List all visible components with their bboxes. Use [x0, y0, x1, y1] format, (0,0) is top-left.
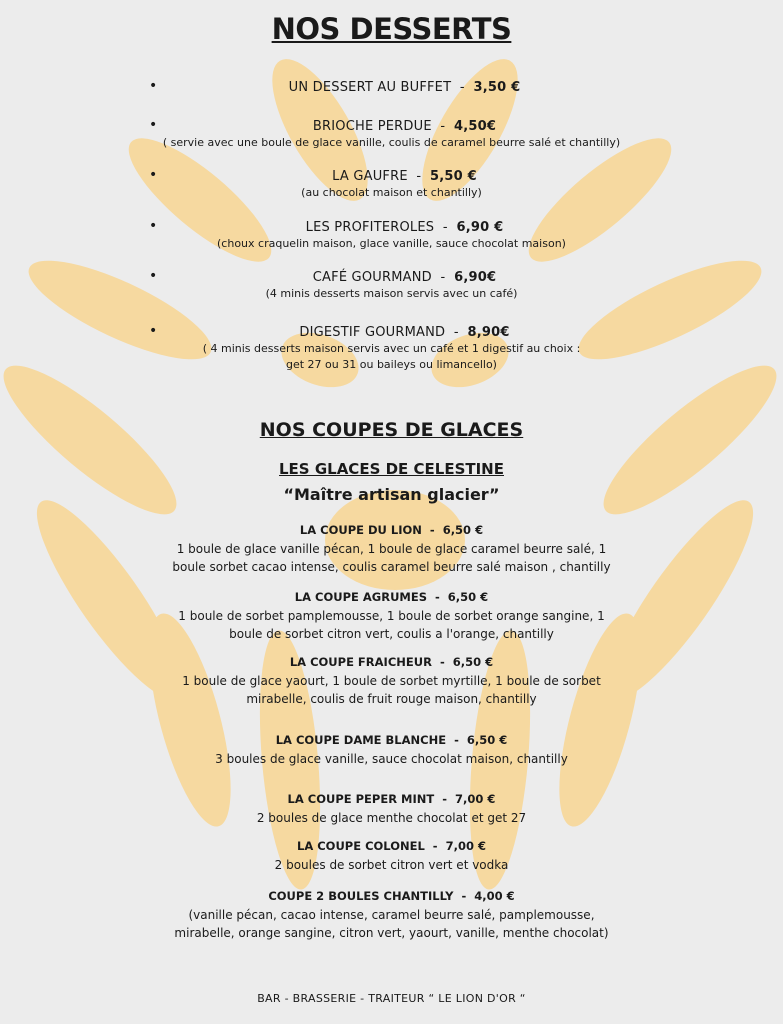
dessert-description: (4 minis desserts maison servis avec un café)	[265, 287, 518, 300]
bullet-icon: •	[149, 218, 158, 234]
dessert-name: BRIOCHE PERDUE	[312, 119, 432, 134]
dessert-name: DIGESTIF GOURMAND	[299, 325, 446, 340]
coupe-price: 7,00 €	[445, 839, 486, 853]
dessert-price: 3,50 €	[473, 80, 521, 95]
coupe-price: 6,50 €	[466, 733, 508, 747]
coupe-price: 6,50 €	[452, 655, 494, 669]
dessert-description: (choux craquelin maison, glace vanille, sauce chocolat maison)	[217, 237, 566, 250]
bullet-icon: •	[149, 268, 158, 284]
dessert-name: UN DESSERT AU BUFFET	[288, 80, 452, 95]
coupe-name: LA COUPE DU LION	[299, 523, 422, 537]
glaces-heading: NOS COUPES DE GLACES	[259, 419, 524, 441]
dessert-item: UN DESSERT AU BUFFET - 3,50 €	[288, 80, 521, 95]
coupe-price: 6,50 €	[447, 590, 489, 604]
bullet-icon: •	[149, 167, 158, 183]
dessert-item: DIGESTIF GOURMAND - 8,90€	[299, 325, 510, 340]
dessert-price: 4,50€	[453, 119, 497, 134]
dessert-item: BRIOCHE PERDUE - 4,50€	[312, 119, 497, 134]
dessert-price: 8,90€	[467, 325, 510, 340]
coupe-description: 3 boules de glace vanille, sauce chocolat maison, chantilly	[215, 752, 568, 766]
dessert-price: 5,50 €	[429, 169, 477, 184]
coupe-item: LA COUPE DU LION - 6,50 €	[299, 523, 484, 537]
dessert-name: LA GAUFRE	[332, 169, 408, 184]
coupe-name: COUPE 2 BOULES CHANTILLY	[268, 889, 454, 903]
coupe-name: LA COUPE PEPER MINT	[287, 792, 435, 806]
coupe-name: LA COUPE AGRUMES	[294, 590, 427, 604]
coupe-item: LA COUPE DAME BLANCHE - 6,50 €	[275, 733, 508, 747]
coupe-price: 6,50 €	[442, 523, 484, 537]
dessert-name: CAFÉ GOURMAND	[312, 270, 432, 285]
coupe-name: LA COUPE FRAICHEUR	[289, 655, 432, 669]
bullet-icon: •	[149, 323, 158, 339]
coupe-item: LA COUPE PEPER MINT - 7,00 €	[287, 792, 496, 806]
coupe-name: LA COUPE DAME BLANCHE	[275, 733, 447, 747]
dessert-description: ( servie avec une boule de glace vanille, coulis de caramel beurre salé et chantilly)	[162, 136, 621, 149]
coupe-item: LA COUPE AGRUMES - 6,50 €	[294, 590, 489, 604]
coupe-description: 1 boule de glace vanille pécan, 1 boule de glace caramel beurre salé, 1	[176, 542, 607, 556]
coupe-description: 1 boule de sorbet pamplemousse, 1 boule de sorbet orange sangine, 1	[178, 609, 605, 623]
dessert-item: LES PROFITEROLES - 6,90 €	[305, 220, 504, 235]
coupe-description: mirabelle, orange sangine, citron vert, yaourt, vanille, menthe chocolat)	[174, 926, 609, 940]
dessert-description: (au chocolat maison et chantilly)	[301, 186, 482, 199]
dessert-price: 6,90€	[454, 270, 497, 285]
coupe-description: boule de sorbet citron vert, coulis a l'orange, chantilly	[229, 627, 554, 641]
dessert-item: LA GAUFRE - 5,50 €	[332, 169, 477, 184]
coupe-description: 1 boule de glace yaourt, 1 boule de sorbet myrtille, 1 boule de sorbet	[182, 674, 601, 688]
coupe-description: (vanille pécan, cacao intense, caramel beurre salé, pamplemousse,	[188, 908, 595, 922]
dessert-description: ( 4 minis desserts maison servis avec un café et 1 digestif au choix :	[202, 342, 581, 355]
coupe-name: LA COUPE COLONEL	[297, 839, 425, 853]
dessert-price: 6,90 €	[456, 220, 504, 235]
dessert-item: CAFÉ GOURMAND - 6,90€	[312, 270, 497, 285]
coupe-description: mirabelle, coulis de fruit rouge maison, chantilly	[246, 692, 537, 706]
coupe-item: LA COUPE COLONEL - 7,00 €	[297, 839, 486, 853]
coupe-item: LA COUPE FRAICHEUR - 6,50 €	[289, 655, 494, 669]
bullet-icon: •	[149, 117, 158, 133]
coupe-price: 7,00 €	[455, 792, 496, 806]
coupe-description: 2 boules de glace menthe chocolat et get 27	[256, 811, 527, 825]
glaces-tagline: “Maître artisan glacier”	[283, 485, 500, 504]
footer: BAR - BRASSERIE - TRAITEUR “ LE LION D'OR “	[257, 992, 526, 1005]
coupe-description: boule sorbet cacao intense, coulis caramel beurre salé maison , chantilly	[172, 560, 611, 574]
coupe-price: 4,00 €	[474, 889, 515, 903]
glaces-subheading: LES GLACES DE CELESTINE	[279, 460, 504, 478]
dessert-description: get 27 ou 31 ou baileys ou limancello)	[286, 358, 497, 371]
coupe-item: COUPE 2 BOULES CHANTILLY - 4,00 €	[268, 889, 515, 903]
dessert-name: LES PROFITEROLES	[305, 220, 435, 235]
bullet-icon: •	[149, 78, 158, 94]
coupe-description: 2 boules de sorbet citron vert et vodka	[274, 858, 509, 872]
page-title: NOS DESSERTS	[271, 12, 512, 46]
